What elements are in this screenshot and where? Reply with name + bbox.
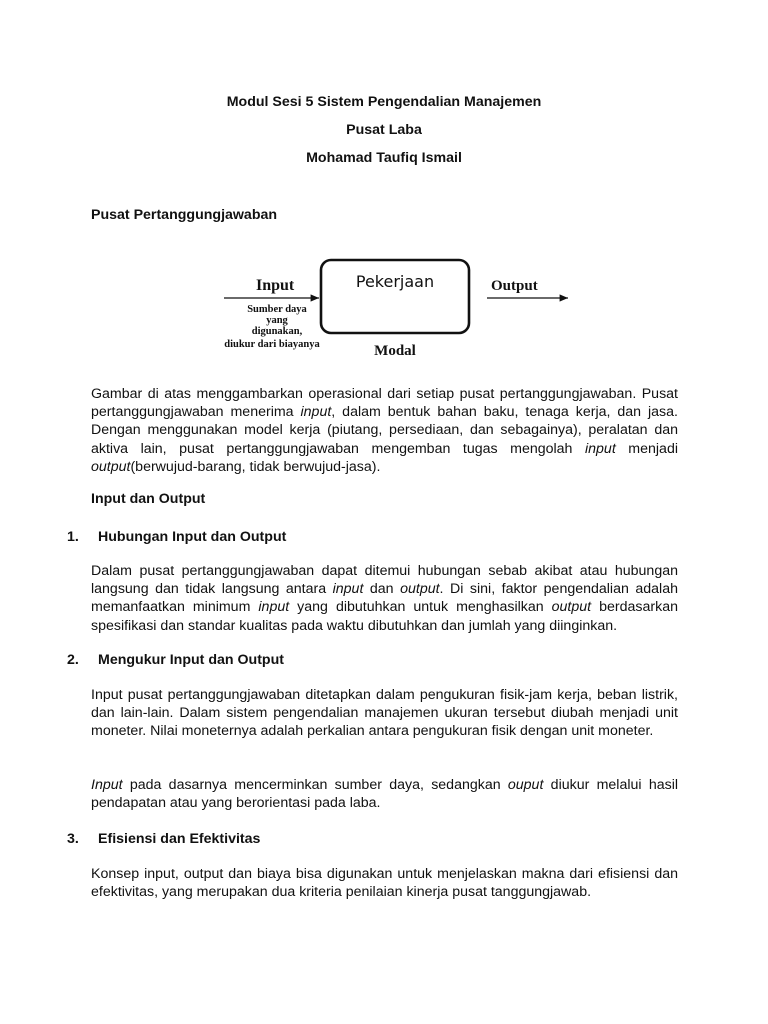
paragraph-1-text-c: menjadi xyxy=(615,440,678,457)
section-title: Pusat Pertanggungjawaban xyxy=(91,207,278,223)
paragraph-1-italic-input: input xyxy=(300,404,332,421)
diagram-modal-label: Modal xyxy=(374,343,416,359)
doc-subtitle: Pusat Laba xyxy=(346,122,422,138)
paragraph-resources xyxy=(91,776,678,812)
paragraph-4-italic-output: ouput xyxy=(507,777,544,793)
item-2-title: Mengukur Input dan Output xyxy=(98,652,284,668)
paragraph-operations xyxy=(91,385,678,476)
paragraph-1-text-d: (berwujud-barang, tidak berwujud-jasa). xyxy=(130,458,381,475)
diagram-box-label: Pekerjaan xyxy=(355,272,435,291)
item-3-number: 3. xyxy=(67,831,79,847)
paragraph-2-text-e: berdasarkan spesifikasi dan standar kualitas pada waktu dibutuhkan dan jumlah yang diinginkan. xyxy=(91,599,678,634)
diagram-svg xyxy=(222,256,574,364)
diagram-output-label: Output xyxy=(491,278,538,294)
paragraph-relationship xyxy=(91,562,678,635)
paragraph-2-text-a: Dalam pusat pertanggungjawaban dapat ditemui hubungan sebab akibat atau hubungan langsung dan tidak langsung antara xyxy=(91,563,678,598)
paragraph-1-italic-output: output xyxy=(91,458,131,475)
paragraph-2-italic-c: input xyxy=(258,599,290,616)
item-2-number: 2. xyxy=(67,652,79,668)
diagram-input-label: Input xyxy=(256,277,295,294)
paragraph-measurement: Input pusat pertanggungjawaban ditetapkan dalam pengukuran fisik-jam kerja, beban listrik, dan lain-lain. Dalam sistem pengendalian manajemen ukuran tersebut diubah menjadi unit moneter. Nilai moneternya adalah perkalian antara pengukuran fisik dengan unit moneter. xyxy=(91,687,678,740)
paragraph-1-text-a: Gambar di atas menggambarkan operasional dari setiap pusat pertanggungjawaban. Pusat pertanggungjawaban menerima xyxy=(91,386,678,421)
paragraph-1-italic-input-2: input xyxy=(585,440,616,457)
diagram-note-line-1: Sumber daya xyxy=(247,304,307,315)
item-1-title: Hubungan Input dan Output xyxy=(98,529,287,545)
paragraph-2-text-d: yang dibutuhkan untuk menghasilkan xyxy=(289,599,552,616)
paragraph-efficiency: Konsep input, output dan biaya bisa digunakan untuk menjelaskan makna dari efisiensi dan efektivitas, yang merupakan dua kriteria penilaian kinerja pusat tanggungjawab. xyxy=(91,866,678,901)
paragraph-2-text-c: . Di sini, faktor pengendalian adalah memanfaatkan minimum xyxy=(91,581,678,616)
responsibility-center-diagram xyxy=(222,256,574,364)
item-1-number: 1. xyxy=(67,529,79,545)
paragraph-4-italic-input: Input xyxy=(91,777,123,793)
paragraph-2-text-b: dan xyxy=(363,581,401,598)
diagram-note-line-2: yang xyxy=(266,315,288,326)
work-box xyxy=(321,260,469,333)
diagram-note-line-4: diukur dari biayanya xyxy=(224,339,320,350)
paragraph-4-text-b: diukur melalui hasil pendapatan atau yang berorientasi pada laba. xyxy=(91,777,678,812)
paragraph-1-text-b: , dalam bentuk bahan baku, tenaga kerja, dan jasa. Dengan menggunakan model kerja (piutang, persediaan, dan sebagainya), peralatan dan aktiva lain, pusat pertanggungjawaban mengemban tugas mengolah xyxy=(91,404,678,457)
paragraph-2-italic-a: input xyxy=(332,581,364,598)
paragraph-2-italic-d: output xyxy=(551,599,592,616)
doc-title: Modul Sesi 5 Sistem Pengendalian Manajemen xyxy=(226,94,542,110)
item-3-title: Efisiensi dan Efektivitas xyxy=(98,831,261,847)
subheading-input-output: Input dan Output xyxy=(91,491,206,507)
paragraph-4-text-a: pada dasarnya mencerminkan sumber daya, sedangkan xyxy=(122,777,508,793)
doc-author: Mohamad Taufiq Ismail xyxy=(306,150,462,166)
diagram-note-line-3: digunakan, xyxy=(251,326,303,337)
paragraph-2-italic-b: output xyxy=(400,581,440,598)
